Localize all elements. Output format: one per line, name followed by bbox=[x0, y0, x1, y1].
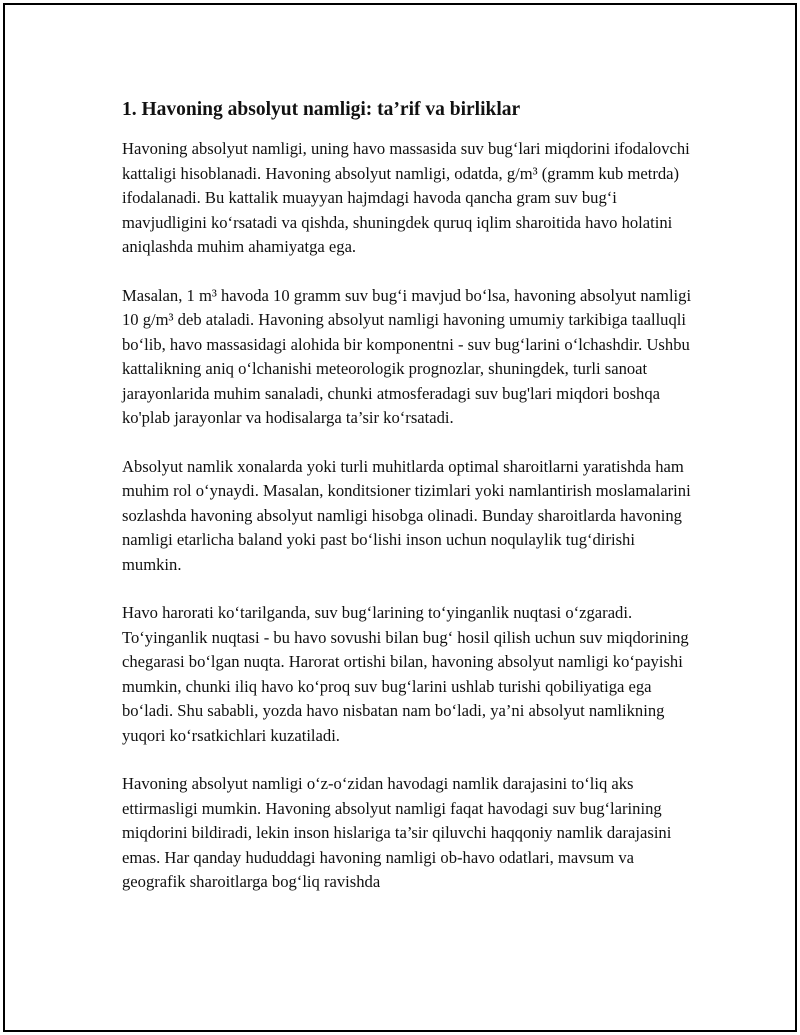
paragraph-2: Masalan, 1 m³ havoda 10 gramm suv bug‘i mavjud bo‘lsa, havoning absolyut namligi 10 g/m³ deb ataladi. Havoning absolyut namligi havoning umumiy tarkibiga taalluqli bo‘lib, havo massasidagi alohida bir komponentni - suv bug‘larini o‘lchashdir. Ushbu kattalikning aniq o‘lchanishi meteorologik prognozlar, shuningdek, turli sanoat jarayonlarida muhim sanaladi, chunki atmosferadagi suv bug'lari miqdori boshqa ko'plab jarayonlar va hodisalarga ta’sir ko‘rsatadi. bbox=[122, 285, 692, 427]
paragraph-1: Havoning absolyut namligi, uning havo massasida suv bug‘lari miqdorini ifodalovchi kattaligi hisoblanadi. Havoning absolyut namligi, odatda, g/m³ (gramm kub metrda) ifodalanadi. Bu kattalik muayyan hajmdagi havoda qancha gram suv bug‘i mavjudligini ko‘rsatadi va qishda, shuningdek quruq iqlim sharoitida havo holatini aniqlashda muhim ahamiyatga ega. bbox=[122, 139, 690, 256]
paragraph-4: Havo harorati ko‘tarilganda, suv bug‘larining to‘yinganlik nuqtasi o‘zgaradi. To‘yinganlik nuqtasi - bu havo sovushi bilan bug‘ hosil qilish uchun suv miqdorining chegarasi bo‘lgan nuqta. Harorat ortishi bilan, havoning absolyut namligi ko‘payishi mumkin, chunki iliq havo ko‘proq suv bug‘larini ushlab turishi qobiliyatiga ega bo‘ladi. Shu sababli, yozda havo nisbatan nam bo‘ladi, ya’ni absolyut namlikning yuqori ko‘rsatkichlari kuzatiladi. bbox=[122, 603, 689, 745]
paragraph-5: Havoning absolyut namligi o‘z-o‘zidan havodagi namlik darajasini to‘liq aks ettirmasligi mumkin. Havoning absolyut namligi faqat havodagi suv bug‘larining miqdorini bildiradi, lekin inson hislariga ta’sir qiluvchi haqqoniy namlik darajasini emas. Har qanday hududdagi havoning namligi ob-havo odatlari, mavsum va geografik sharoitlarga bog‘liq ravishda bbox=[122, 774, 672, 891]
section-heading: 1. Havoning absolyut namligi: ta’rif va birliklar bbox=[122, 99, 521, 120]
document-body bbox=[122, 95, 697, 895]
paragraph-3: Absolyut namlik xonalarda yoki turli muhitlarda optimal sharoitlarni yaratishda ham muhim rol o‘ynaydi. Masalan, konditsioner tizimlari yoki namlantirish moslamalarini sozlashda havoning absolyut namligi hisobga olinadi. Bunday sharoitlarda havoning namligi etarlicha baland yoki past bo‘lishi inson uchun noqulaylik tug‘dirishi mumkin. bbox=[122, 456, 691, 574]
page-frame bbox=[3, 3, 797, 1032]
